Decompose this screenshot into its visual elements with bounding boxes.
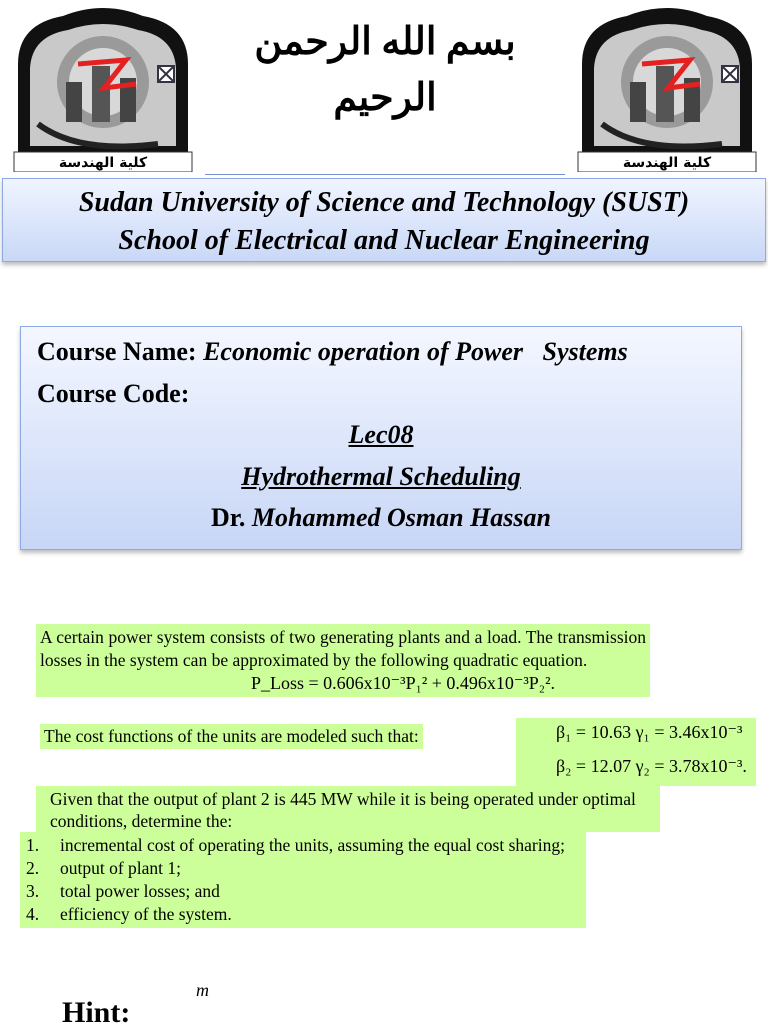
lecture-number: Lec08	[348, 420, 414, 449]
list-item: 4. efficiency of the system.	[26, 904, 232, 924]
school-name: School of Electrical and Nuclear Engineering	[118, 225, 650, 256]
instructor-name: Mohammed Osman Hassan	[251, 503, 551, 532]
instructor-title: Dr.	[210, 503, 246, 532]
lecture-topic: Hydrothermal Scheduling	[241, 461, 521, 491]
cost-coefficients	[516, 718, 756, 786]
logo-caption-right: كلية الهندسة	[622, 155, 712, 171]
instructor-line	[37, 497, 741, 539]
college-logo-right	[572, 4, 762, 172]
cost-coefficients-plant2: β₂ = 12.07 γ₂ = 3.78x10⁻³.	[556, 756, 747, 776]
cost-function-row	[36, 718, 756, 786]
problem-intro-text: A certain power system consists of two generating plants and a load. The transmission losses in the system can be approximated by the following quadratic equation.	[40, 627, 646, 670]
list-item: 1. incremental cost of operating the units, assuming the equal cost sharing;	[26, 835, 565, 855]
problem-intro	[36, 624, 650, 697]
course-name-value: Economic operation of Power Systems	[203, 337, 628, 366]
hint-label: Hint:	[62, 996, 131, 1029]
question-list	[20, 832, 586, 928]
logo-caption-left: كلية الهندسة	[58, 155, 148, 171]
college-logo-left	[8, 4, 198, 172]
course-code-label: Course Code:	[37, 378, 190, 408]
hint-formula-fragment: m	[196, 980, 209, 1000]
university-name: Sudan University of Science and Technology (SUST)	[78, 187, 690, 218]
list-item: 3. total power losses; and	[26, 881, 220, 901]
cost-coefficients-plant1: β₁ = 10.63 γ₁ = 3.46x10⁻³	[556, 722, 743, 742]
list-item: 2. output of plant 1;	[26, 858, 182, 878]
course-info-box	[20, 326, 742, 550]
course-name-line	[37, 331, 741, 373]
loss-equation: P_Loss = 0.606x10⁻³P₁² + 0.496x10⁻³P₂².	[251, 673, 555, 693]
given-statement: Given that the output of plant 2 is 445 MW while it is being operated under optimal conditions, determine the:	[36, 786, 660, 832]
header-divider	[205, 174, 565, 175]
cost-function-label: The cost functions of the units are modeled such that:	[40, 724, 423, 749]
university-banner	[2, 178, 766, 262]
course-name-label: Course Name:	[37, 337, 197, 366]
basmala: بسم الله الرحمن الرحيم	[254, 21, 516, 119]
